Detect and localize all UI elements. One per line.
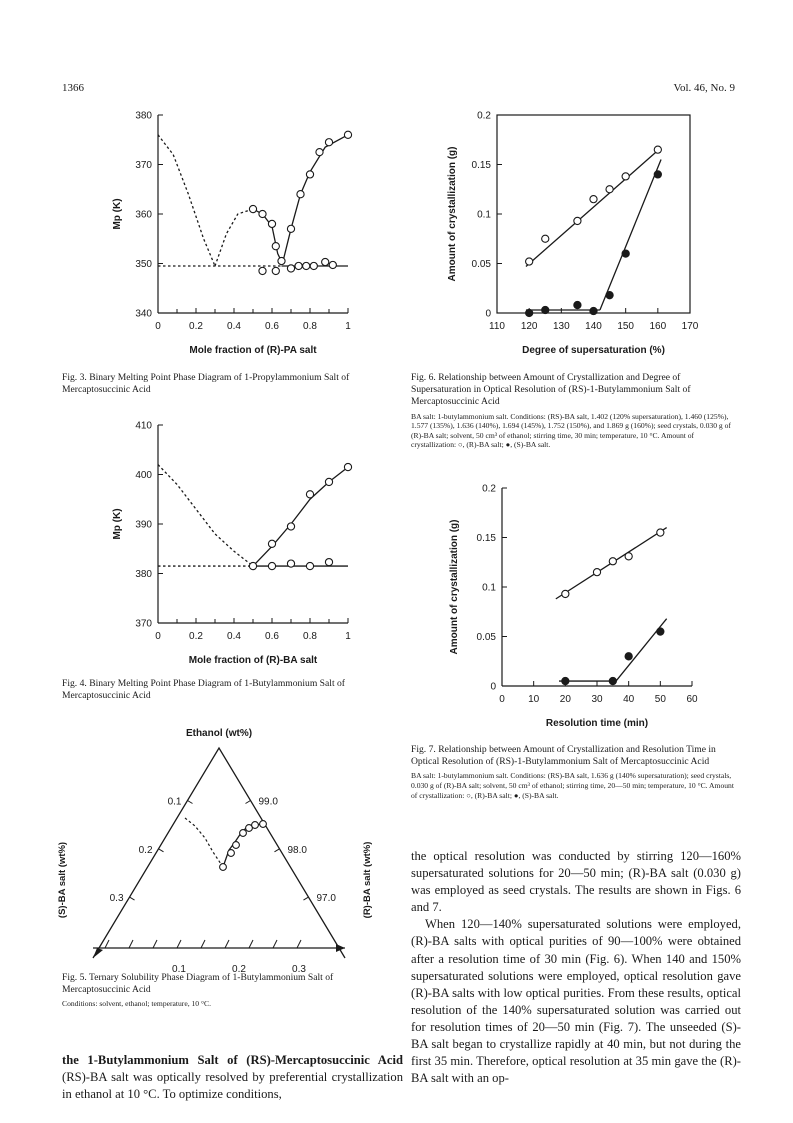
bottom-tick-label: 0.1 <box>172 964 186 975</box>
x-axis-label: Degree of supersaturation (%) <box>522 345 665 356</box>
right-tick <box>303 897 308 900</box>
x-axis-label: Mole fraction of (R)-BA salt <box>188 655 318 666</box>
open-data-point <box>562 590 569 597</box>
x-tick-label: 150 <box>617 321 635 332</box>
filled-data-point <box>526 309 533 316</box>
open-data-point <box>297 191 304 198</box>
plot-frame <box>497 115 690 313</box>
fig5-conditions: Conditions: solvent, ethanol; temperature, 10 °C. <box>62 999 211 1009</box>
x-tick-label: 1 <box>345 321 351 332</box>
fig7-conditions: BA salt: 1-butylammonium salt. Conditions: (RS)-BA salt, 1.636 g (140% supersaturation); seed crystals, 0.030 g of (R)-BA salt; solvent, 50 cm³ of ethanol; stirring time, 20—50 min; temperature, 10 °C. Amount of crystallization: ○, (R)-BA salt; ●, (S)-BA salt. <box>411 771 734 800</box>
filled-data-point <box>622 250 629 257</box>
y-tick-label: 380 <box>135 569 152 580</box>
x-tick-label: 40 <box>623 694 635 705</box>
open-data-point <box>325 139 332 146</box>
open-data-point <box>574 217 581 224</box>
left-tick <box>159 849 164 852</box>
open-data-point <box>272 267 279 274</box>
filled-data-point <box>609 677 616 684</box>
r-salt-fit <box>526 148 661 267</box>
right-tick-label: 97.0 <box>316 893 336 905</box>
open-data-point <box>220 864 227 871</box>
filled-data-point <box>606 292 613 299</box>
left-column-text <box>62 1052 403 1103</box>
left-tick-label: 0.2 <box>138 844 153 856</box>
y-tick-label: 0.2 <box>477 110 491 122</box>
x-tick-label: 110 <box>489 321 505 332</box>
x-tick-label: 120 <box>520 321 538 332</box>
x-tick-label: 0.2 <box>189 631 203 642</box>
open-data-point <box>272 243 279 250</box>
y-tick-label: 0 <box>490 681 496 693</box>
open-data-point <box>316 149 323 156</box>
fig6-caption: Fig. 6. Relationship between Amount of Crystallization and Degree of Supersaturation in Optical Resolution of (RS)-1-Butylammonium Salt of Mercaptosuccinic Acid <box>411 372 691 408</box>
page-number: 1366 <box>62 82 84 94</box>
fig7-caption-block <box>411 744 741 800</box>
open-data-point <box>259 267 266 274</box>
ethanol-axis-label: Ethanol (wt%) <box>185 728 253 739</box>
bottom-tick-label: 0.2 <box>232 964 246 975</box>
bottom-tick <box>177 940 181 948</box>
fig7-chart <box>440 478 720 738</box>
open-data-point <box>249 562 256 569</box>
y-tick-label: 350 <box>135 259 152 270</box>
y-tick-label: 360 <box>135 209 152 221</box>
x-tick-label: 10 <box>528 694 540 705</box>
y-tick-label: 410 <box>135 420 152 432</box>
right-tick <box>274 849 279 852</box>
right-column-text <box>411 848 741 1087</box>
bottom-tick <box>129 940 133 948</box>
liquidus-s-dashed <box>158 465 253 566</box>
fig6-caption-block <box>411 372 741 450</box>
filled-data-point <box>574 301 581 308</box>
open-data-point <box>325 478 332 485</box>
open-data-point <box>249 205 256 212</box>
s-salt-fit-rise <box>600 160 661 310</box>
bottom-tick <box>201 940 205 948</box>
open-data-point <box>287 225 294 232</box>
x-tick-label: 60 <box>686 694 698 705</box>
y-tick-label: 370 <box>135 618 152 630</box>
left-axis-arrow <box>93 948 103 958</box>
liquidus-r <box>282 135 348 264</box>
open-data-point <box>240 830 247 837</box>
y-tick-label: 400 <box>135 470 152 481</box>
open-data-point <box>654 146 661 153</box>
journal-volume: Vol. 46, No. 9 <box>673 82 735 94</box>
open-data-point <box>303 262 310 269</box>
open-data-point <box>344 463 351 470</box>
y-tick-label: 0.15 <box>476 533 496 544</box>
x-tick-label: 0.6 <box>265 631 279 642</box>
filled-data-point <box>590 307 597 314</box>
open-data-point <box>259 210 266 217</box>
fig6-chart <box>440 105 720 360</box>
open-data-point <box>657 529 664 536</box>
open-data-point <box>268 220 275 227</box>
y-tick-label: 0.1 <box>482 582 496 594</box>
bottom-tick <box>153 940 157 948</box>
x-tick-label: 0 <box>155 631 161 642</box>
open-data-point <box>526 258 533 265</box>
left-tick-label: 0.1 <box>167 796 182 808</box>
liquidus-racemate <box>253 209 282 263</box>
fig7-caption: Fig. 7. Relationship between Amount of Crystallization and Resolution Time in Optical Resolution of (RS)-1-Butylammonium Salt of Mercaptosuccinic Acid <box>411 744 716 768</box>
filled-data-point <box>654 171 661 178</box>
x-tick-label: 130 <box>552 321 570 332</box>
x-tick-label: 0.6 <box>265 321 279 332</box>
left-tick-label: 0.3 <box>109 893 124 905</box>
open-data-point <box>287 265 294 272</box>
x-tick-label: 50 <box>654 694 666 705</box>
x-tick-label: 170 <box>681 321 699 332</box>
x-tick-label: 0.2 <box>189 321 203 332</box>
bottom-tick <box>273 940 277 948</box>
open-data-point <box>593 569 600 576</box>
open-data-point <box>622 173 629 180</box>
filled-data-point <box>625 653 632 660</box>
fig4-chart <box>100 415 370 665</box>
x-tick-label: 1 <box>345 631 351 642</box>
s-solubility-dashed <box>185 818 223 867</box>
x-tick-label: 140 <box>585 321 602 332</box>
right-tick <box>246 801 251 804</box>
bottom-tick-label: 0.3 <box>292 964 306 975</box>
triangle-sides <box>93 748 345 958</box>
fig4-caption: Fig. 4. Binary Melting Point Phase Diagram of 1-Butylammonium Salt of Mercaptosuccinic Acid <box>62 678 345 702</box>
open-data-point <box>329 261 336 268</box>
liquidus-s-dashed <box>158 135 215 266</box>
fig5-caption-block <box>62 972 402 1009</box>
y-tick-label: 0 <box>485 308 491 320</box>
liquidus-mid-dashed <box>215 209 253 266</box>
open-data-point <box>306 171 313 178</box>
open-data-point <box>287 523 294 530</box>
x-tick-label: 0.4 <box>227 631 241 642</box>
open-data-point <box>278 257 285 264</box>
y-tick-label: 0.2 <box>482 483 496 495</box>
open-data-point <box>306 491 313 498</box>
open-data-point <box>590 196 597 203</box>
right-axis-label: (R)-BA salt (wt%) <box>362 841 373 919</box>
section-heading: the 1-Butylammonium Salt of (RS)-Mercaptosuccinic Acid <box>62 1053 403 1067</box>
x-tick-label: 0.8 <box>303 321 317 332</box>
open-data-point <box>268 540 275 547</box>
open-data-point <box>228 850 235 857</box>
fig3-chart <box>100 105 370 355</box>
left-paragraph: (RS)-BA salt was optically resolved by preferential crystallization in ethanol at 10 °C. To optimize conditions, <box>62 1070 403 1102</box>
y-tick-label: 0.05 <box>476 632 496 643</box>
open-data-point <box>252 822 259 829</box>
x-tick-label: 0 <box>499 694 505 705</box>
x-axis-label: Mole fraction of (R)-PA salt <box>189 345 317 356</box>
y-tick-label: 380 <box>135 110 152 122</box>
filled-data-point <box>562 677 569 684</box>
x-tick-label: 0.4 <box>227 321 241 332</box>
liquidus-r <box>253 467 348 566</box>
filled-data-point <box>657 628 664 635</box>
open-data-point <box>268 562 275 569</box>
right-tick-label: 98.0 <box>287 844 307 856</box>
open-data-point <box>260 821 267 828</box>
open-data-point <box>542 235 549 242</box>
open-data-point <box>322 258 329 265</box>
open-data-point <box>609 558 616 565</box>
bottom-tick <box>105 940 109 948</box>
right-paragraph-1: the optical resolution was conducted by stirring 120—160% supersaturated solutions for 20—50 min; (R)-BA salt (0.030 g) was employed as seed crystals. The results are shown in Figs. 6 and 7. <box>411 849 741 915</box>
x-tick-label: 0 <box>155 321 161 332</box>
left-tick <box>188 801 193 804</box>
x-tick-label: 30 <box>591 694 603 705</box>
open-data-point <box>325 559 332 566</box>
left-tick <box>130 897 135 900</box>
x-tick-label: 0.8 <box>303 631 317 642</box>
left-axis-label: (S)-BA salt (wt%) <box>57 841 68 919</box>
right-tick-label: 99.0 <box>258 796 278 808</box>
y-tick-label: 370 <box>135 160 152 171</box>
open-data-point <box>233 842 240 849</box>
y-axis-label: Mp (K) <box>112 508 123 540</box>
fig5-ternary-diagram <box>57 720 375 975</box>
fig6-conditions: BA salt: 1-butylammonium salt. Conditions: (RS)-BA salt, 1.402 (120% supersaturation), 1.460 (125%), 1.577 (135%), 1.636 (140%), 1.694 (145%), 1.752 (150%), and 1.869 g (160%); seed crystals, 0.030 g of (R)-BA salt; solvent, 50 cm³ of ethanol; stirring time, 30 min; temperature, 10 °C. Amount of crystallization: ○, (R)-BA salt; ●, (S)-BA salt. <box>411 411 731 450</box>
fig3-caption: Fig. 3. Binary Melting Point Phase Diagram of 1-Propylammonium Salt of Mercaptosuccinic Acid <box>62 372 350 396</box>
right-paragraph-2: When 120—140% supersaturated solutions were employed, (R)-BA salts with optical purities of 90—100% were obtained after a resolution time of 30 min (Fig. 6). When 140 and 150% supersaturated solutions were employed, optical resolution gave (R)-BA salts with low optical purities. From these results, optical resolution of the 140% supersaturated solution was carried out for resolution times of 20—50 min (Fig. 7). The unseeded (S)-BA salt began to crystallize rapidly at 40 min, but not during the first 35 min. Therefore, optical resolution at 35 min gave the (R)-BA salt with an op- <box>411 917 741 1086</box>
x-axis-label: Resolution time (min) <box>545 718 649 729</box>
y-tick-label: 390 <box>135 519 152 531</box>
y-tick-label: 0.1 <box>477 209 491 221</box>
x-tick-label: 20 <box>559 694 571 705</box>
y-tick-label: 0.05 <box>471 259 491 270</box>
open-data-point <box>625 553 632 560</box>
open-data-point <box>310 262 317 269</box>
y-axis-label: Mp (K) <box>112 198 123 230</box>
y-tick-label: 0.15 <box>471 160 491 171</box>
open-data-point <box>344 131 351 138</box>
x-tick-label: 160 <box>649 321 667 332</box>
y-tick-label: 340 <box>135 308 152 320</box>
filled-data-point <box>542 306 549 313</box>
open-data-point <box>306 562 313 569</box>
open-data-point <box>606 186 613 193</box>
bottom-tick <box>249 940 253 948</box>
y-axis-label: Amount of crystallization (g) <box>447 146 458 282</box>
bottom-tick <box>225 940 229 948</box>
bottom-tick <box>297 940 301 948</box>
y-axis-label: Amount of crystallization (g) <box>449 519 460 655</box>
fig5-caption: Fig. 5. Ternary Solubility Phase Diagram of 1-Butylammonium Salt of Mercaptosuccinic Acid <box>62 972 334 996</box>
open-data-point <box>287 560 294 567</box>
open-data-point <box>295 262 302 269</box>
